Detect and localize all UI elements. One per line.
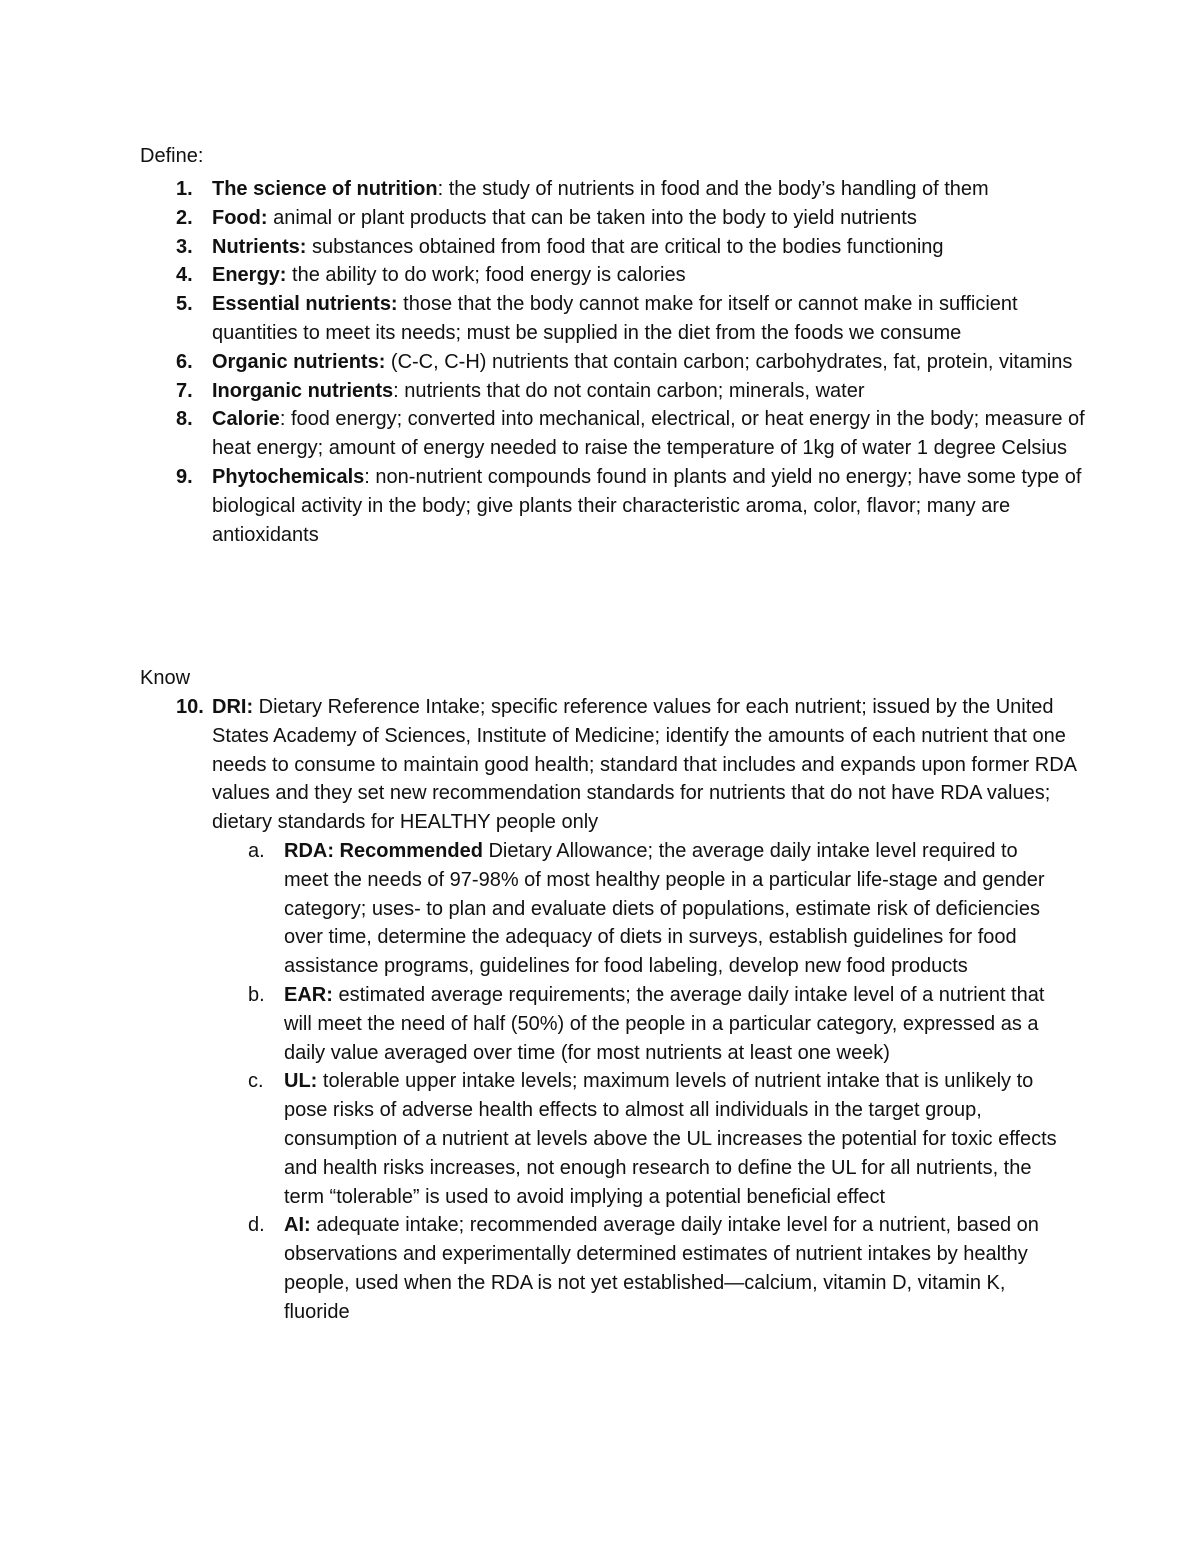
definition-item xyxy=(176,377,1092,406)
definition-term: Phytochemicals xyxy=(212,465,365,488)
sub-item-term: AI: xyxy=(284,1214,311,1237)
sub-item-letter: d. xyxy=(248,1214,265,1237)
sub-item-term: RDA: Recommended xyxy=(284,839,483,862)
know-heading: Know xyxy=(140,667,191,689)
definition-item xyxy=(176,204,1092,233)
term-separator: : xyxy=(437,178,449,200)
sub-item-letter: a. xyxy=(248,839,265,862)
definition-term: Calorie xyxy=(212,408,280,431)
item-number: 6. xyxy=(176,350,193,373)
definitions-list xyxy=(176,175,1092,549)
dri-sublist xyxy=(248,837,1064,1327)
sub-item-ul xyxy=(248,1067,1064,1211)
definition-term: Inorganic nutrients xyxy=(212,379,394,402)
item-number: 3. xyxy=(176,235,193,258)
sub-item-term: UL: xyxy=(284,1070,318,1093)
item-number: 2. xyxy=(176,206,193,229)
definition-term: Nutrients: xyxy=(212,235,307,258)
sub-item-text: tolerable upper intake levels; maximum levels of nutrient intake that is unlikely to pose risks of adverse health effects to almost all individuals in the target group, consumption of a nutrient at levels above the UL increases the potential for toxic effects and health risks increases, not enough research to define the UL for all nutrients, the term “tolerable” is used to avoid implying a potential beneficial effect xyxy=(284,1070,1057,1208)
sub-item-term: EAR: xyxy=(284,983,333,1006)
definition-text: non-nutrient compounds found in plants and yield no energy; have some type of biological activity in the body; give plants their characteristic aroma, color, flavor; many are antioxidants xyxy=(212,465,1082,546)
item-number: 1. xyxy=(176,178,193,200)
definition-term: The science of nutrition xyxy=(212,178,438,200)
definition-text: Dietary Reference Intake; specific reference values for each nutrient; issued by the United States Academy of Sciences, Institute of Medicine; identify the amounts of each nutrient that one needs to consume to maintain good health; standard that includes and expands upon former RDA values and they set new recommendation standards for nutrients that do not have RDA values; dietary standards for HEALTHY people only xyxy=(212,696,1076,834)
sub-item-text: adequate intake; recommended average daily intake level for a nutrient, based on observations and experimentally determined estimates of nutrient intakes by healthy people, used when the RDA is not yet established—calcium, vitamin D, vitamin K, fluoride xyxy=(284,1214,1039,1323)
definition-item xyxy=(176,261,1092,290)
term-separator: : xyxy=(279,408,291,431)
definition-item xyxy=(176,290,1092,348)
definition-text: animal or plant products that can be taken into the body to yield nutrients xyxy=(273,206,917,229)
term-separator: : xyxy=(364,465,376,488)
definition-text: (C-C, C-H) nutrients that contain carbon; carbohydrates, fat, protein, vitamins xyxy=(390,350,1073,373)
definition-term: Essential nutrients: xyxy=(212,293,398,316)
definition-text: the study of nutrients in food and the body’s handling of them xyxy=(448,178,989,200)
definition-item xyxy=(176,348,1092,377)
definition-term: Organic nutrients: xyxy=(212,350,386,373)
item-number: 9. xyxy=(176,465,193,488)
sub-item-rda xyxy=(248,837,1064,981)
definition-text: nutrients that do not contain carbon; minerals, water xyxy=(404,379,865,402)
definition-item xyxy=(176,405,1092,463)
definition-text: substances obtained from food that are critical to the bodies functioning xyxy=(312,235,944,258)
sub-item-ear xyxy=(248,981,1064,1067)
sub-item-letter: b. xyxy=(248,983,265,1006)
definition-text: food energy; converted into mechanical, electrical, or heat energy in the body; measure of heat energy; amount of energy needed to raise the temperature of 1kg of water 1 degree Celsius xyxy=(212,408,1085,460)
definition-item xyxy=(176,233,1092,262)
know-item-dri xyxy=(176,693,1092,1327)
item-number: 7. xyxy=(176,379,193,402)
definition-text: the ability to do work; food energy is calories xyxy=(292,264,686,287)
item-number: 10. xyxy=(176,696,204,718)
sub-item-text: Dietary Allowance; the average daily intake level required to meet the needs of 97-98% of most healthy people in a particular life-stage and gender category; uses- to plan and evaluate diets of populations, estimate risk of deficiencies over time, determine the adequacy of diets in surveys, establish guidelines for food assistance programs, guidelines for food labeling, develop new food products xyxy=(284,839,1045,978)
definition-term: Energy: xyxy=(212,264,287,287)
sub-item-ai xyxy=(248,1211,1064,1326)
definition-item xyxy=(176,175,1092,204)
define-heading: Define: xyxy=(140,145,204,167)
item-number: 4. xyxy=(176,264,193,287)
definition-text: those that the body cannot make for itself or cannot make in sufficient quantities to meet its needs; must be supplied in the diet from the foods we consume xyxy=(212,293,1018,344)
definition-term: Food: xyxy=(212,206,268,229)
sub-item-text: estimated average requirements; the average daily intake level of a nutrient that will meet the need of half (50%) of the people in a particular category, expressed as a daily value averaged over time (for most nutrients at least one week) xyxy=(284,983,1045,1064)
definition-term: DRI: xyxy=(212,696,254,718)
item-number: 8. xyxy=(176,408,193,431)
term-separator: : xyxy=(393,379,405,402)
sub-item-letter: c. xyxy=(248,1070,264,1093)
know-list xyxy=(176,693,1092,1327)
item-number: 5. xyxy=(176,293,193,316)
definition-item xyxy=(176,463,1092,549)
